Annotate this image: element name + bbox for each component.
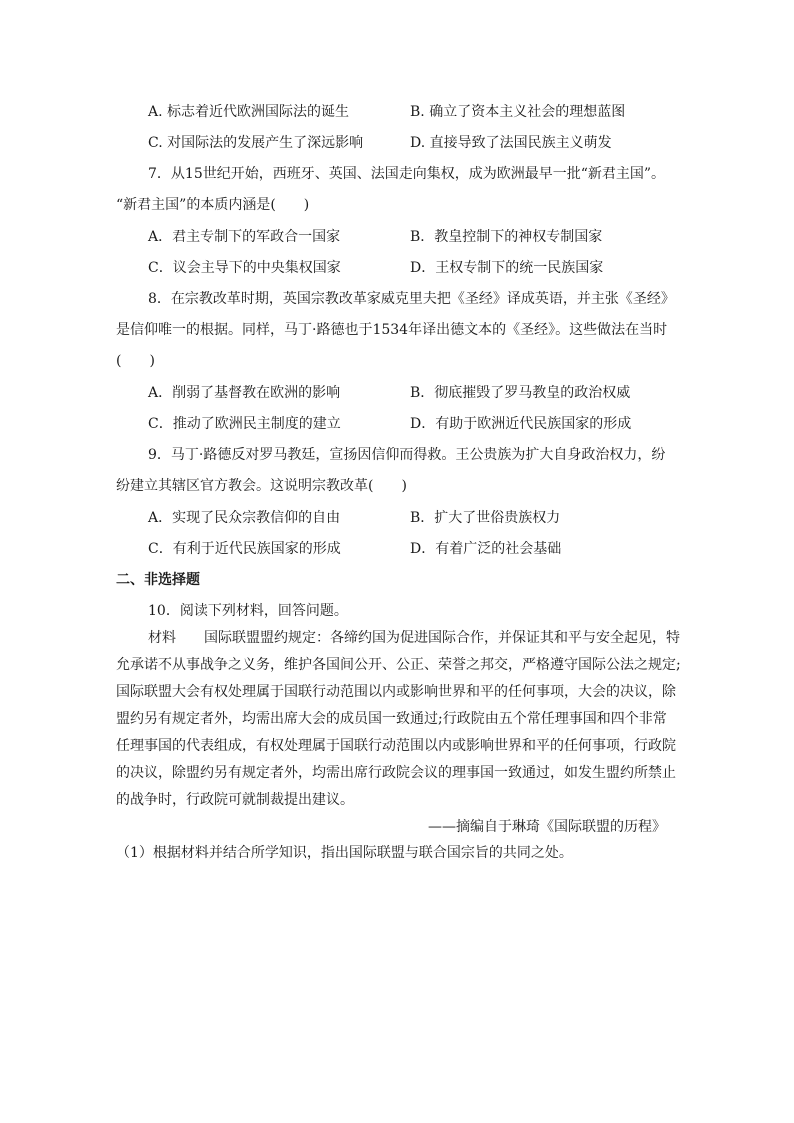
q10-material-line5: 任理事国的代表组成，有权处理属于国联行动范围以内或影响世界和平的任何事项，行政院: [116, 738, 676, 754]
q8-option-a: A．削弱了基督教在欧洲的影响: [148, 385, 341, 401]
q9-option-c: C．有利于近代民族国家的形成: [148, 541, 341, 557]
q7-stem-line1: 7．从15世纪开始，西班牙、英国、法国走向集权，成为欧洲最早一批“新君主国”。: [148, 166, 666, 182]
q9-option-d: D．有着广泛的社会基础: [410, 541, 562, 557]
q9-stem-line2: 纷建立其辖区官方教会。这说明宗教改革( ): [116, 478, 407, 494]
q7-stem-line2: “新君主国”的本质内涵是( ): [116, 197, 310, 213]
q8-option-c: C．推动了欧洲民主制度的建立: [148, 416, 341, 432]
q7-option-d: D．王权专制下的统一民族国家: [410, 260, 604, 276]
q10-material-line3: 国际联盟大会有权处理属于国联行动范围以内或影响世界和平的任何事项，大会的决议，除: [116, 684, 676, 700]
q6-option-d: D. 直接导致了法国民族主义萌发: [410, 135, 612, 151]
q6-option-c: C. 对国际法的发展产生了深远影响: [148, 135, 364, 151]
section-heading-non-choice: 二、非选择题: [116, 572, 200, 588]
q10-source-citation: ——摘编自于琳琦《国际联盟的历程》: [428, 819, 666, 835]
q7-option-b: B．教皇控制下的神权专制国家: [410, 229, 603, 245]
q10-material-line6: 的决议，除盟约另有规定者外，均需出席行政院会议的理事国一致通过，如发生盟约所禁止: [116, 765, 676, 781]
q8-stem-line1: 8．在宗教改革时期，英国宗教改革家威克里夫把《圣经》译成英语，并主张《圣经》: [148, 291, 675, 307]
q10-material-line1: 材料 国际联盟盟约规定：各缔约国为促进国际合作，并保证其和平与安全起见，特: [148, 630, 680, 646]
q7-option-a: A．君主专制下的军政合一国家: [148, 229, 341, 245]
q6-option-a: A. 标志着近代欧洲国际法的诞生: [148, 104, 350, 120]
q8-option-b: B．彻底摧毁了罗马教皇的政治权威: [410, 385, 631, 401]
q9-option-a: A．实现了民众宗教信仰的自由: [148, 510, 341, 526]
q8-stem-line2: 是信仰唯一的根据。同样，马丁·路德也于1534年译出德文本的《圣经》。这些做法在当时: [116, 322, 668, 338]
q10-material-line2: 允承诺不从事战争之义务，维护各国间公开、公正、荣誉之邦交，严格遵守国际公法之规定;: [116, 657, 681, 673]
q10-subquestion-1: （1）根据材料并结合所学知识，指出国际联盟与联合国宗旨的共同之处。: [116, 845, 573, 861]
q8-stem-line3: ( ): [116, 353, 155, 369]
q10-material-line4: 盟约另有规定者外，均需出席大会的成员国一致通过;行政院由五个常任理事国和四个非常: [116, 711, 667, 727]
q9-option-b: B．扩大了世俗贵族权力: [410, 510, 561, 526]
q6-option-b: B. 确立了资本主义社会的理想蓝图: [410, 104, 626, 120]
q10-intro: 10．阅读下列材料，回答问题。: [148, 603, 348, 619]
q7-option-c: C．议会主导下的中央集权国家: [148, 260, 341, 276]
q9-stem-line1: 9．马丁·路德反对罗马教廷，宣扬因信仰而得救。王公贵族为扩大自身政治权力，纷: [148, 447, 666, 463]
q10-material-line7: 的战争时，行政院可就制裁提出建议。: [116, 792, 354, 808]
q8-option-d: D．有助于欧洲近代民族国家的形成: [410, 416, 632, 432]
